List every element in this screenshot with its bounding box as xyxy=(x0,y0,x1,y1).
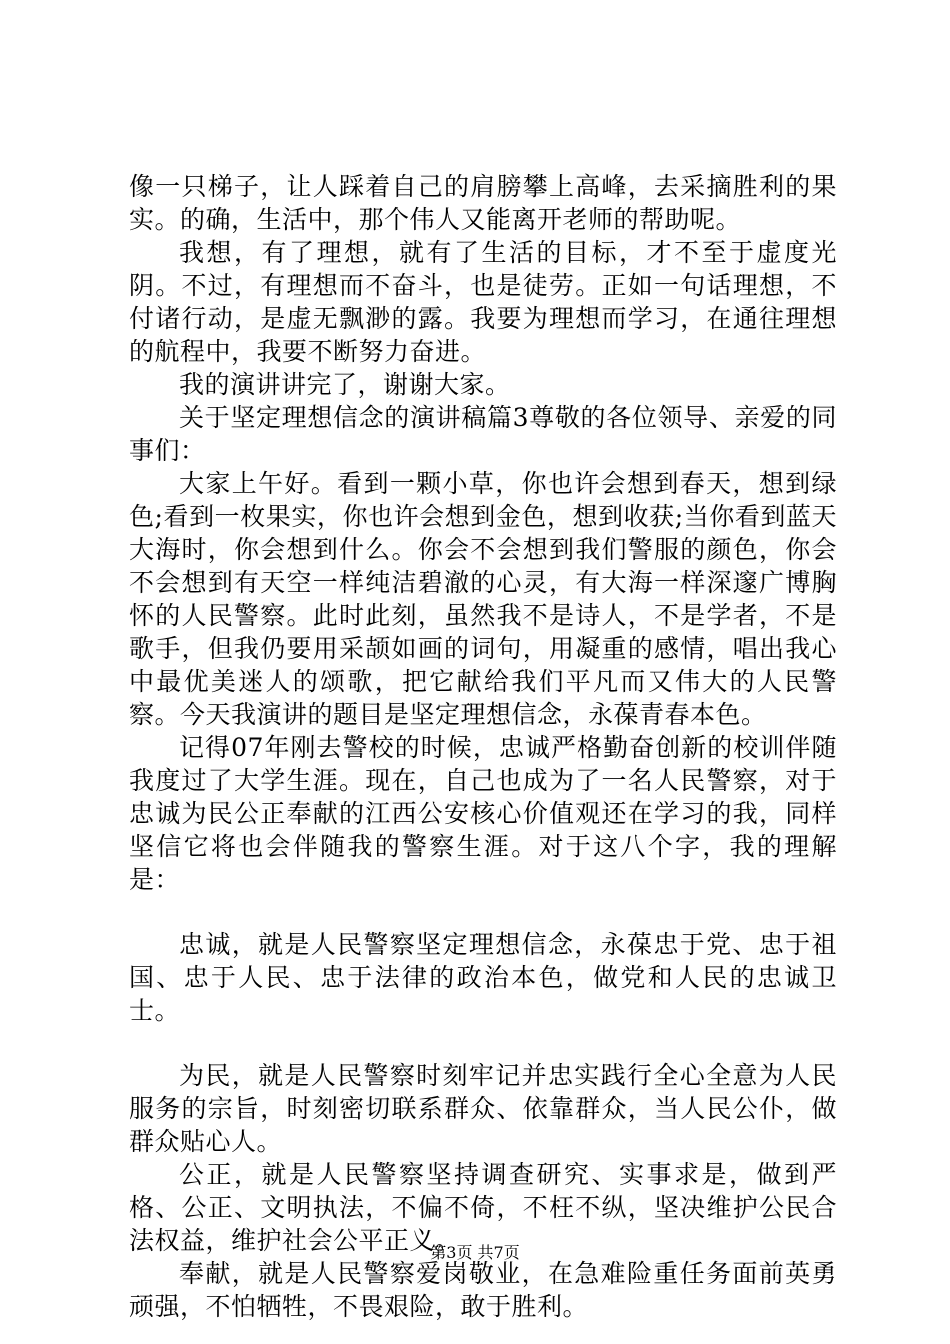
document-body xyxy=(129,170,837,1323)
paragraph-loyalty: 忠诚，就是人民警察坚定理想信念，永葆忠于党、忠于祖国、忠于人民、忠于法律的政治本色，做党和人民的忠诚卫士。 xyxy=(129,930,837,1025)
paragraph-ideal: 我想，有了理想，就有了生活的目标，才不至于虚度光阴。不过，有理想而不奋斗，也是徒劳。正如一句话理想，不付诸行动，是虚无飘渺的露。我要为理想而学习，在通往理想的航程中，我要不断努力奋进。 xyxy=(129,238,837,366)
paragraph-police-school: 记得07年刚去警校的时候，忠诚严格勤奋创新的校训伴随我度过了大学生涯。现在，自己也成为了一名人民警察，对于忠诚为民公正奉献的江西公安核心价值观还在学习的我，同样坚信它将也会伴随我的警察生涯。对于这八个字，我的理解是： xyxy=(129,733,837,894)
paragraph-continuation: 像一只梯子，让人踩着自己的肩膀攀上高峰，去采摘胜利的果实。的确，生活中，那个伟人又能离开老师的帮助呢。 xyxy=(129,172,837,234)
paragraph-speech-title: 关于坚定理想信念的演讲稿篇3尊敬的各位领导、亲爱的同事们： xyxy=(129,403,837,465)
paragraph-serve-people: 为民，就是人民警察时刻牢记并忠实践行全心全意为人民服务的宗旨，时刻密切联系群众、依靠群众，当人民公仆，做群众贴心人。 xyxy=(129,1061,837,1156)
page-number-footer: 第3页 共7页 xyxy=(430,1243,520,1262)
paragraph-greeting: 大家上午好。看到一颗小草，你也许会想到春天，想到绿色;看到一枚果实，你也许会想到金色，想到收获;当你看到蓝天大海时，你会想到什么。你会不会想到我们警服的颜色，你会不会想到有天空一样纯洁碧澈的心灵，有大海一样深邃广博胸怀的人民警察。此时此刻，虽然我不是诗人，不是学者，不是歌手，但我仍要用采颉如画的词句，用凝重的感情，唱出我心中最优美迷人的颂歌，把它献给我们平凡而又伟大的人民警察。今天我演讲的题目是坚定理想信念，永葆青春本色。 xyxy=(129,469,837,729)
paragraph-justice: 公正，就是人民警察坚持调查研究、实事求是，做到严格、公正、文明执法，不偏不倚，不枉不纵，坚决维护公民合法权益，维护社会公平正义。 xyxy=(129,1160,837,1255)
paragraph-closing: 我的演讲讲完了，谢谢大家。 xyxy=(179,370,511,399)
paragraph-dedication: 奉献，就是人民警察爱岗敬业，在急难险重任务面前英勇顽强，不怕牺牲，不畏艰险，敢于胜利。 xyxy=(129,1259,837,1321)
